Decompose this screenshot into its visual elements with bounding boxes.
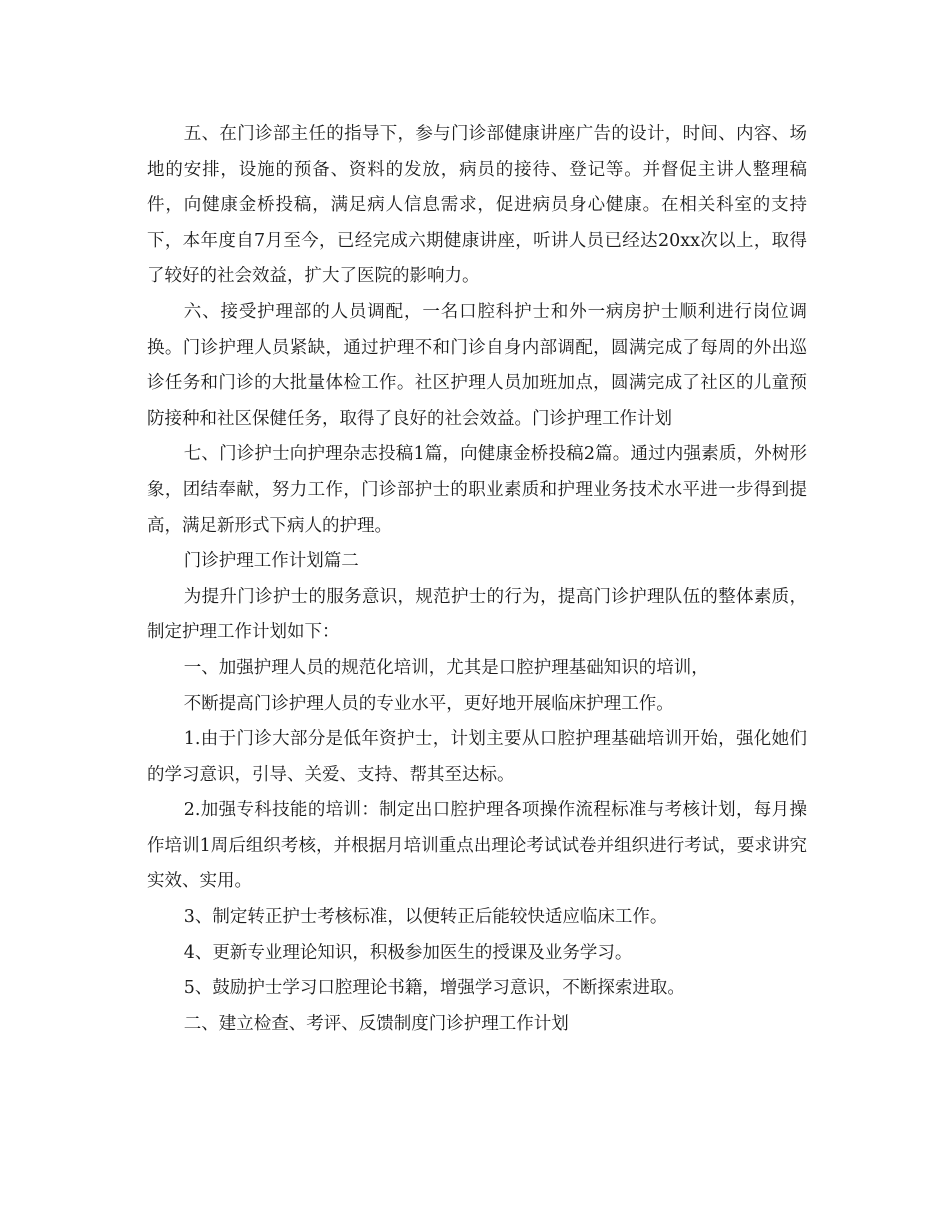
paragraph-item-2-inspection: 二、建立检查、考评、反馈制度门诊护理工作计划 [183,1013,569,1034]
paragraph-subitem-1: 1.由于门诊大部分是低年资护士，计划主要从口腔护理基础培训开始，强化她们的学习意识，引导、关爱、支持、帮其至达标。 [147,729,807,785]
paragraph-5-outpatient-lectures: 五、在门诊部主任的指导下，参与门诊部健康讲座广告的设计，时间、内容、场地的安排，设施的预备、资料的发放，病员的接待、登记等。并督促主讲人整理稿件，向健康金桥投稿，满足病人信息需求，促进病员身心健康。在相关科室的支持下，本年度自7月至今，已经完成六期健康讲座，听讲人员已经达20xx次以上，取得了较好的社会效益，扩大了医院的影响力。 [147,124,807,287]
paragraph-item-1-continued: 不断提高门诊护理人员的专业水平，更好地开展临床护理工作。 [183,693,674,714]
paragraph-7-publications: 七、门诊护士向护理杂志投稿1篇，向健康金桥投稿2篇。通过内强素质，外树形象，团结奉献，努力工作，门诊部护士的职业素质和护理业务技术水平进一步得到提高，满足新形式下病人的护理。 [147,444,807,536]
paragraph-6-staff-allocation: 六、接受护理部的人员调配，一名口腔科护士和外一病房护士顺利进行岗位调换。门诊护理人员紧缺，通过护理不和门诊自身内部调配，圆满完成了每周的外出巡诊任务和门诊的大批量体检工作。社区护理人员加班加点，圆满完成了社区的儿童预防接种和社区保健任务，取得了良好的社会效益。门诊护理工作计划 [147,301,807,429]
paragraph-subitem-5: 5、鼓励护士学习口腔理论书籍，增强学习意识，不断探索进取。 [183,978,685,999]
paragraph-subitem-4: 4、更新专业理论知识，积极参加医生的授课及业务学习。 [183,942,633,963]
paragraph-plan-intro: 为提升门诊护士的服务意识，规范护士的行为，提高门诊护理队伍的整体素质，制定护理工作计划如下： [147,586,807,643]
section-heading-plan-two: 门诊护理工作计划篇二 [183,551,359,572]
paragraph-subitem-3: 3、制定转正护士考核标准，以便转正后能较快适应临床工作。 [183,907,668,928]
paragraph-subitem-2: 2.加强专科技能的培训：制定出口腔护理各项操作流程标准与考核计划，每月操作培训1周后组织考核，并根据月培训重点出理论考试试卷并组织进行考试，要求讲究实效、实用。 [147,800,807,892]
document-body [147,117,807,1042]
paragraph-item-1-training: 一、加强护理人员的规范化培训，尤其是口腔护理基础知识的培训， [183,657,709,678]
